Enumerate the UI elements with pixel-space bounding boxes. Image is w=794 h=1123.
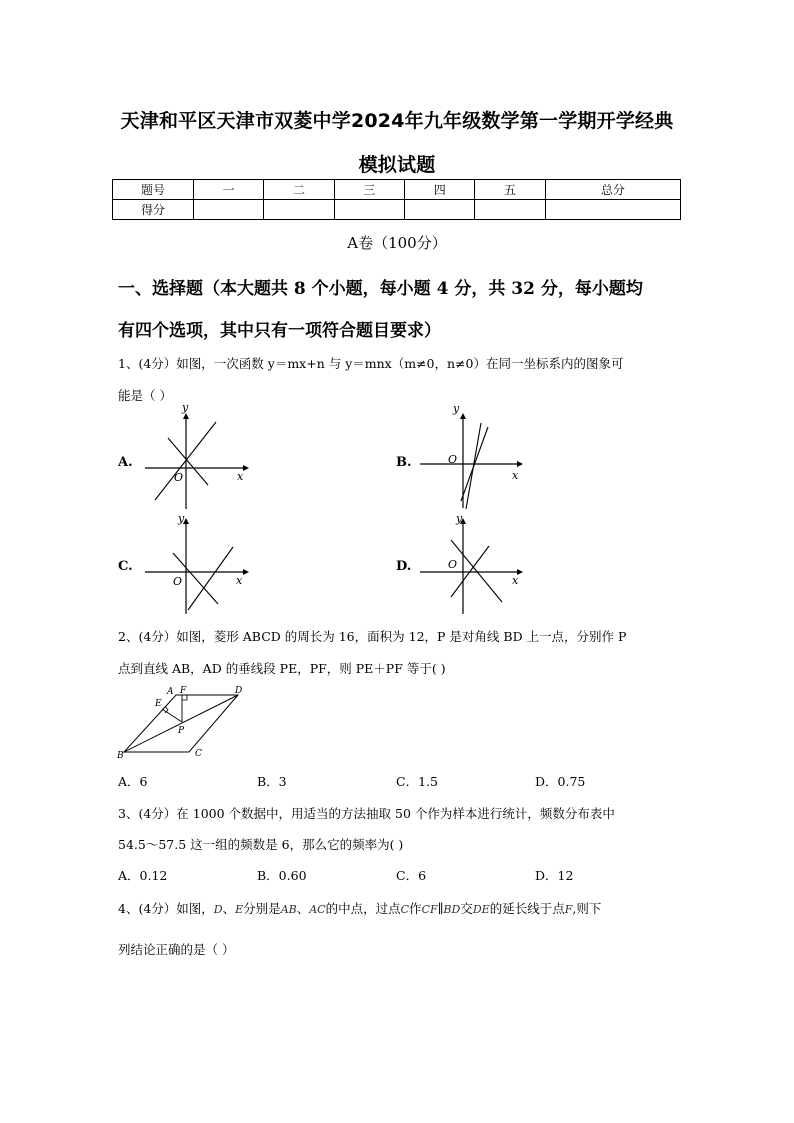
q4-prefix: 4、(4分）如图，: [118, 901, 214, 916]
q2-option-b[interactable]: B．3: [257, 774, 287, 789]
q4-text-line1: [118, 899, 601, 917]
y-axis-label: y: [182, 405, 189, 414]
q1-text-line2: 能是（ ）: [118, 388, 172, 403]
q4-sep: 、: [222, 901, 236, 916]
score-table-header-row: [113, 180, 681, 200]
math-ac: AC: [309, 903, 326, 916]
q4-sep: 、: [296, 901, 310, 916]
score-cell: 四: [405, 180, 475, 200]
q4-text: 交: [460, 901, 473, 916]
q2-text-line1: 2、(4分）如图，菱形 ABCD 的周长为 16，面积为 12，P 是对角线 BD 上一点，分别作 P: [118, 629, 627, 644]
page-title-line2: 模拟试题: [358, 154, 436, 176]
origin-label: O: [448, 453, 458, 466]
score-input-cell[interactable]: [264, 200, 334, 220]
score-cell: 一: [194, 180, 264, 200]
y-axis-label: y: [178, 512, 185, 525]
q4-text: 作: [409, 901, 422, 916]
label-p: P: [178, 726, 185, 736]
label-d: D: [235, 686, 243, 696]
label-c: C: [195, 749, 202, 759]
q4-text-line2: 列结论正确的是（ ）: [118, 942, 235, 957]
q1-option-c-label[interactable]: C.: [118, 559, 133, 574]
q2-option-c[interactable]: C．1.5: [396, 774, 438, 789]
y-axis-label: y: [456, 512, 463, 525]
x-axis-label: x: [236, 574, 243, 587]
math-d: D: [213, 903, 223, 916]
x-axis-label: x: [512, 574, 519, 587]
q1-graph-b: [418, 405, 533, 515]
segment-pe: [162, 709, 182, 722]
math-f: F: [564, 903, 573, 916]
q3-text-line1: 3、(4分）在 1000 个数据中，用适当的方法抽取 50 个作为样本进行统计，频数分布表中: [118, 806, 615, 821]
x-axis-arrow-icon: [243, 465, 249, 471]
math-e: E: [235, 903, 244, 916]
q2-option-a[interactable]: A．6: [118, 774, 148, 789]
x-axis-arrow-icon: [243, 569, 249, 575]
origin-label: O: [173, 575, 183, 588]
q4-text: 的中点，过点: [325, 901, 401, 916]
page-title-line1: 天津和平区天津市双菱中学2024年九年级数学第一学期开学经典: [120, 110, 674, 132]
q4-text: 的延长线于点: [489, 901, 565, 916]
section1-heading-line1: 一、选择题（本大题共 8 个小题，每小题 4 分，共 32 分，每小题均: [118, 279, 643, 299]
q1-graph-a: [140, 405, 255, 515]
score-cell: 总分: [545, 180, 680, 200]
score-cell: 二: [264, 180, 334, 200]
score-table: [112, 179, 681, 220]
q1-option-a-label[interactable]: A.: [118, 455, 133, 470]
x-axis-label: x: [237, 470, 244, 483]
score-cell: 得分: [113, 200, 194, 220]
score-input-cell[interactable]: [545, 200, 680, 220]
y-axis-label: y: [453, 405, 460, 415]
q1-option-b-label[interactable]: B.: [396, 455, 412, 470]
diagonal-bd: [124, 695, 238, 752]
x-axis-label: x: [512, 469, 519, 482]
right-angle-mark-icon: [165, 706, 168, 713]
score-cell: 五: [475, 180, 545, 200]
q4-text: ,则下: [572, 901, 602, 916]
score-cell: 三: [334, 180, 404, 200]
score-input-cell[interactable]: [334, 200, 404, 220]
parallel-symbol: ∥: [437, 901, 444, 916]
graph-line: [466, 423, 481, 509]
math-cf: CF: [421, 903, 438, 916]
origin-label: O: [174, 471, 184, 484]
graph-line: [188, 547, 233, 610]
label-e: E: [155, 699, 162, 709]
q1-graph-c: [140, 510, 255, 620]
q3-option-a[interactable]: A．0.12: [118, 868, 168, 883]
score-input-cell[interactable]: [405, 200, 475, 220]
score-input-cell[interactable]: [475, 200, 545, 220]
q3-text-line2: 54.5～57.5 这一组的频数是 6，那么它的频率为( ): [118, 837, 404, 852]
y-axis-arrow-icon: [460, 413, 466, 419]
q2-option-d[interactable]: D．0.75: [535, 774, 586, 789]
label-a: A: [167, 687, 174, 697]
score-cell: 题号: [113, 180, 194, 200]
math-c: C: [400, 903, 410, 916]
x-axis-arrow-icon: [517, 461, 523, 467]
origin-label: O: [448, 558, 458, 571]
q3-option-c[interactable]: C．6: [396, 868, 427, 883]
q1-option-d-label[interactable]: D.: [396, 559, 412, 574]
q1-text-line1: 1、(4分）如图，一次函数 y＝mx+n 与 y＝mnx（m≠0，n≠0）在同一坐标系内的图象可: [118, 356, 624, 371]
q3-option-d[interactable]: D．12: [535, 868, 574, 883]
score-table-score-row: [113, 200, 681, 220]
math-bd: BD: [443, 903, 461, 916]
math-de: DE: [472, 903, 490, 916]
q2-text-line2: 点到直线 AB，AD 的垂线段 PE，PF，则 PE＋PF 等于( ): [118, 661, 446, 676]
q1-graph-d: [418, 510, 533, 620]
label-f: F: [180, 686, 187, 696]
q3-option-b[interactable]: B．0.60: [257, 868, 307, 883]
q4-text: 分别是: [243, 901, 281, 916]
label-b: B: [117, 751, 124, 761]
q2-rhombus-figure: [112, 682, 262, 762]
volume-title: A卷（100分）: [347, 234, 447, 252]
section1-heading-line2: 有四个选项，其中只有一项符合题目要求）: [118, 321, 441, 341]
graph-line: [451, 540, 502, 602]
math-ab: AB: [280, 903, 297, 916]
score-input-cell[interactable]: [194, 200, 264, 220]
